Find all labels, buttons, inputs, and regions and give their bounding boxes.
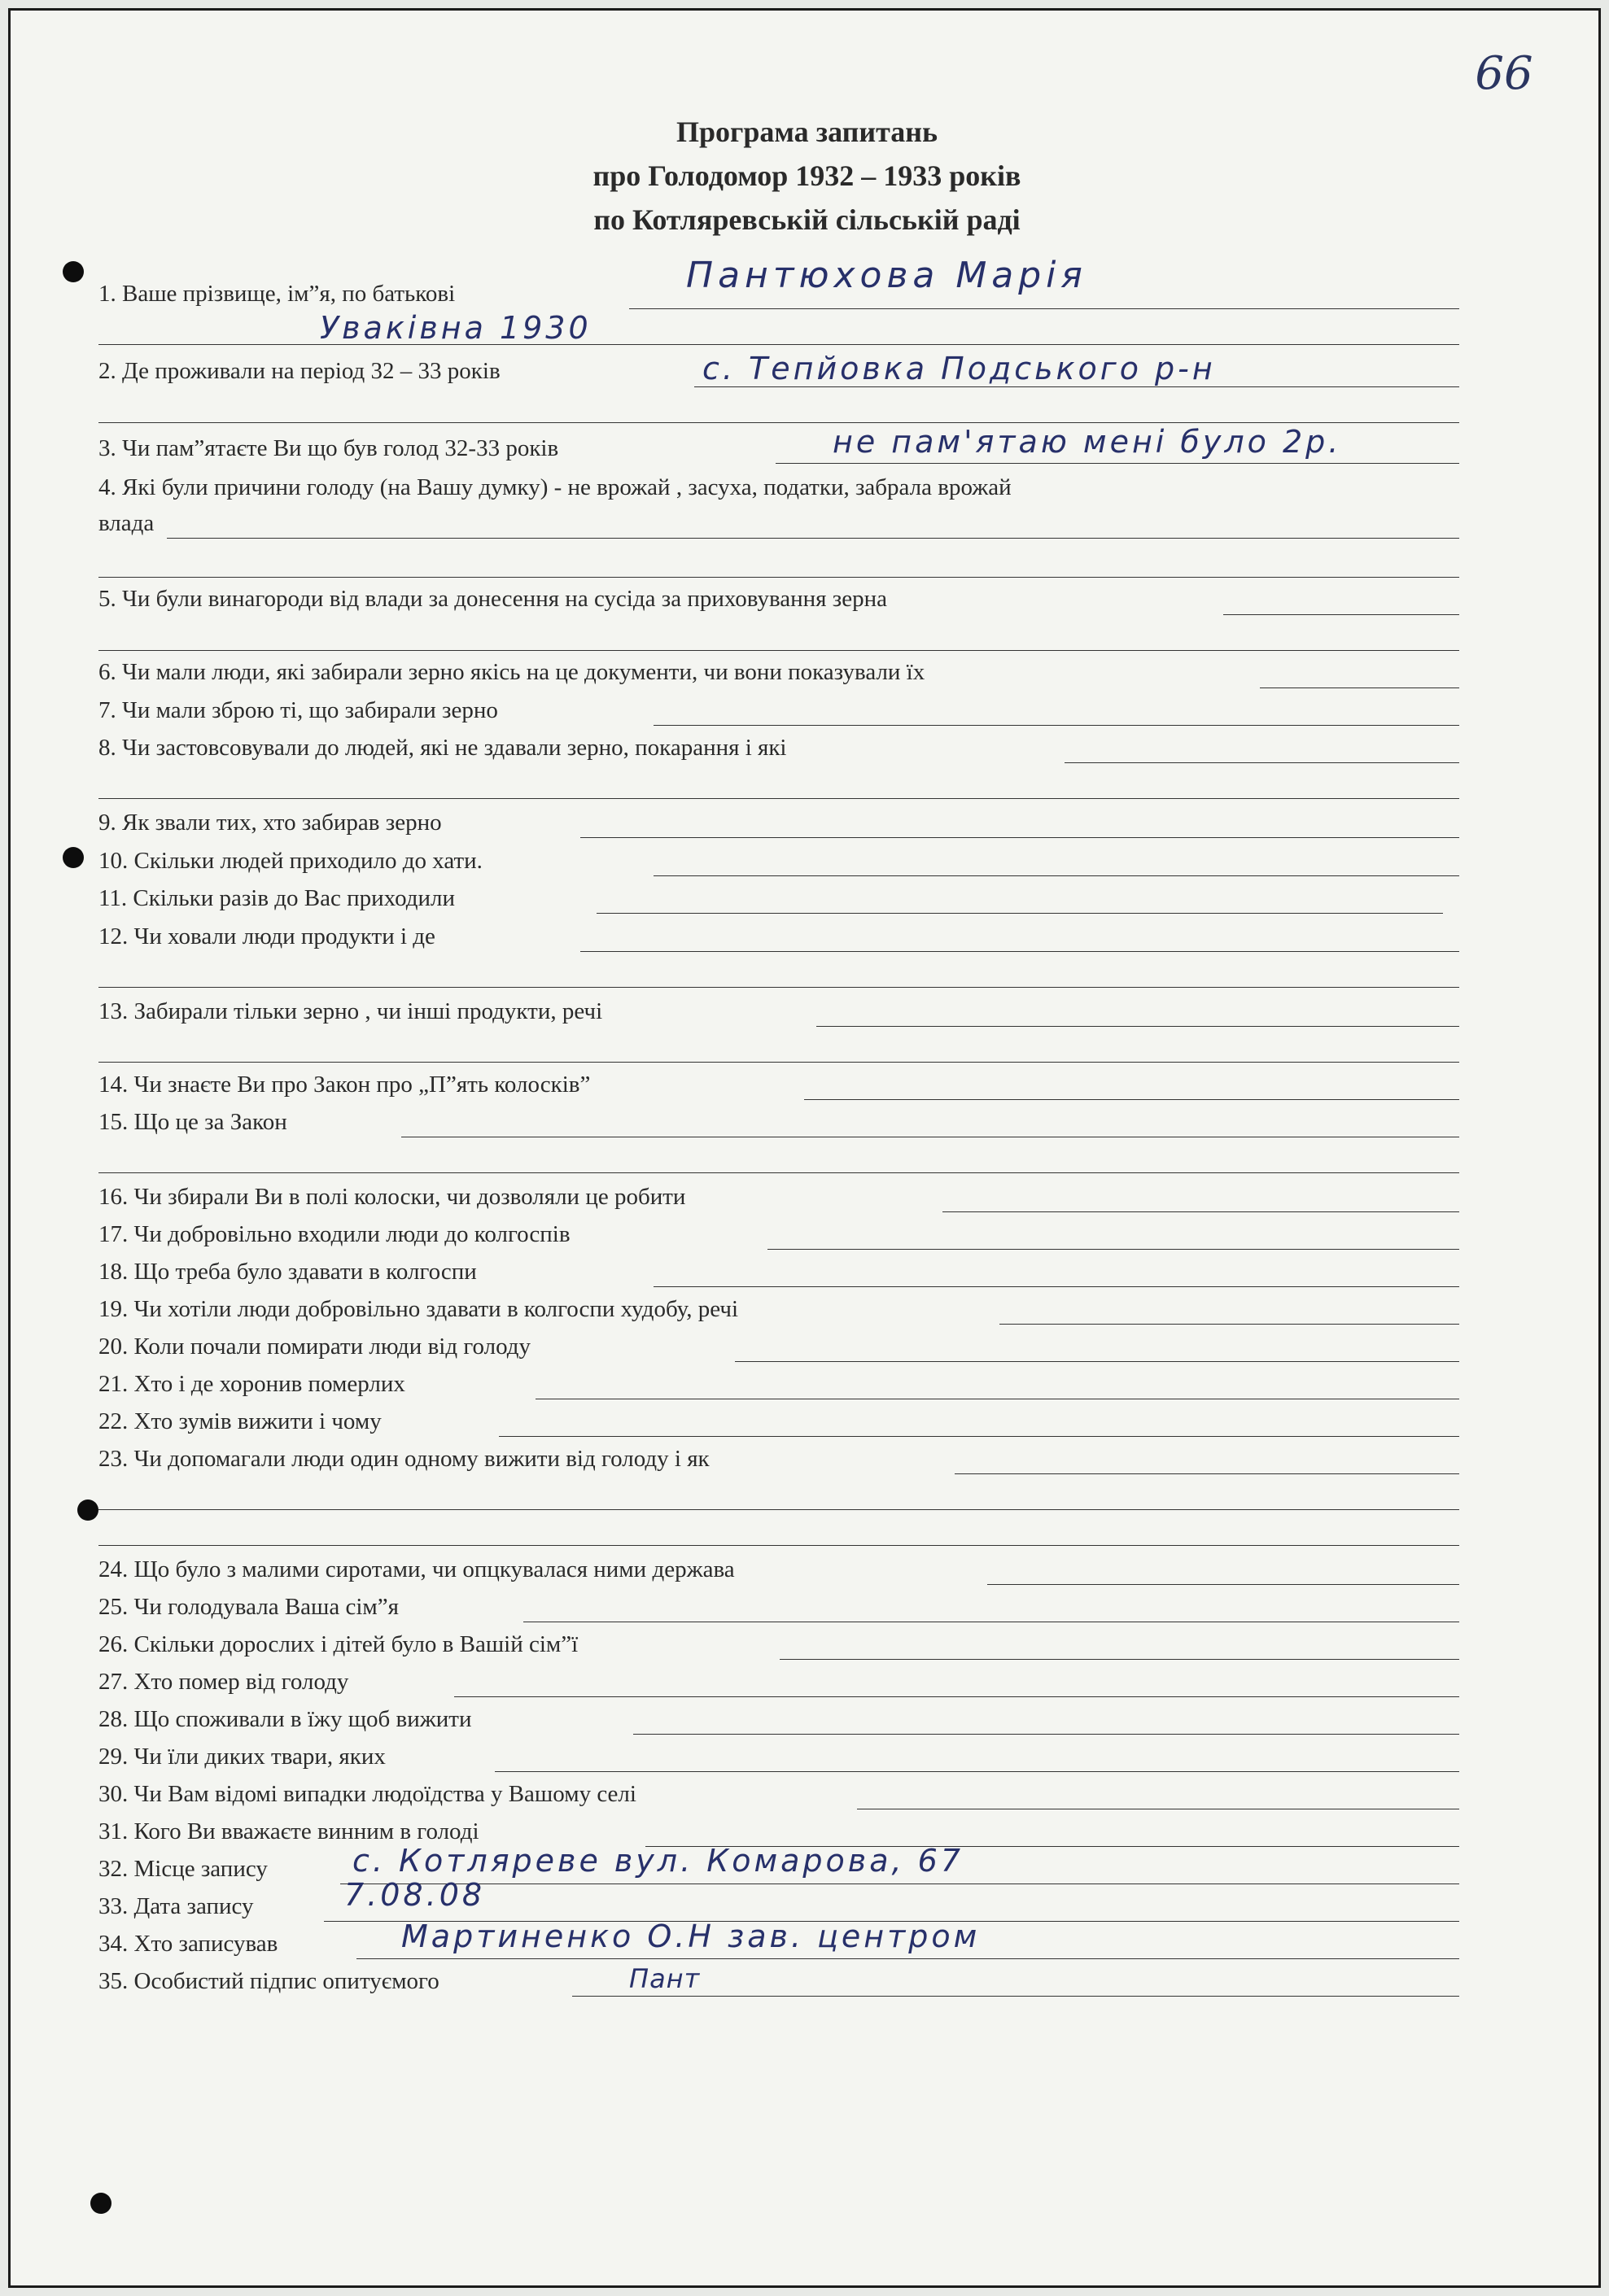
answer-line-19 (999, 1324, 1459, 1325)
answer-line-27 (454, 1696, 1459, 1697)
answer-line-24 (987, 1584, 1459, 1585)
blank-line (98, 1062, 1459, 1063)
blank-line (98, 1545, 1459, 1546)
answer-line-6 (1260, 687, 1459, 688)
question-11 (98, 884, 1459, 916)
question-text: 35. Особистий підпис опитуємого (98, 1968, 439, 1994)
blank-line (98, 344, 1459, 345)
question-21 (98, 1369, 1459, 1402)
answer-line-16 (942, 1211, 1459, 1212)
question-7 (98, 696, 1459, 728)
handwritten-answer-date: 7.08.08 (344, 1877, 486, 1913)
page-subtitle-council: по Котляревській сільській раді (593, 203, 1021, 236)
question-text: 11. Скільки разів до Вас приходили (98, 885, 456, 911)
blank-line (98, 987, 1459, 988)
question-29 (98, 1742, 1459, 1774)
answer-line-1 (629, 308, 1459, 309)
question-20 (98, 1332, 1459, 1364)
handwritten-answer-remembers: не пам'ятаю мені було 2р. (833, 424, 1342, 460)
question-text: 27. Хто помер від голоду (98, 1669, 349, 1695)
question-26 (98, 1630, 1459, 1662)
handwritten-answer-name: Пантюхова Марія (686, 255, 1087, 296)
question-16 (98, 1182, 1459, 1215)
handwritten-answer-place: с. Котляреве вул. Комарова, 67 (352, 1843, 964, 1879)
answer-line-8 (1065, 762, 1459, 763)
question-24 (98, 1555, 1459, 1587)
question-text: 30. Чи Вам відомі випадки людоїдства у Вашому селі (98, 1781, 636, 1807)
question-text: 23. Чи допомагали люди один одному вижити від голоду і як (98, 1446, 710, 1472)
question-text: 17. Чи добровільно входили люди до колгоспів (98, 1221, 571, 1247)
answer-line-9 (580, 837, 1459, 838)
page-subtitle: про Голодомор 1932 – 1933 років (592, 159, 1021, 192)
question-30 (98, 1779, 1459, 1812)
question-text: 8. Чи застовсовували до людей, які не здавали зерно, покарання і які (98, 735, 787, 761)
question-text: 1. Ваше прізвище, ім”я, по батькові (98, 281, 456, 307)
document-page (8, 8, 1601, 2288)
question-text: 2. Де проживали на період 32 – 33 років (98, 358, 501, 384)
punch-hole (90, 2193, 111, 2214)
blank-line (98, 1509, 1459, 1510)
question-text: 16. Чи збирали Ви в полі колоски, чи дозволяли це робити (98, 1184, 686, 1210)
handwritten-answer-residence: с. Тепйовка Подського р-н (702, 351, 1216, 386)
answer-line-4 (167, 538, 1459, 539)
page-number: 66 (1475, 47, 1533, 100)
handwritten-answer-recorder: Мартиненко О.Н зав. центром (401, 1918, 981, 1954)
question-14 (98, 1070, 1459, 1102)
answer-line-18 (654, 1286, 1459, 1287)
question-text: 25. Чи голодувала Ваша сім”я (98, 1594, 399, 1620)
question-27 (98, 1667, 1459, 1700)
answer-line-35 (572, 1996, 1459, 1997)
question-text: 34. Хто записував (98, 1931, 278, 1957)
blank-line (98, 798, 1459, 799)
question-22 (98, 1407, 1459, 1439)
question-13 (98, 997, 1459, 1029)
question-12 (98, 922, 1459, 954)
answer-line-28 (633, 1734, 1459, 1735)
answer-line-26 (780, 1659, 1459, 1660)
question-text: 19. Чи хотіли люди добровільно здавати в колгоспи худобу, речі (98, 1296, 739, 1322)
answer-line-23 (955, 1473, 1459, 1474)
question-text: 4. Які були причини голоду (на Вашу думку) - не врожай , засуха, податки, забрала врожай (98, 474, 1012, 500)
question-text: 15. Що це за Закон (98, 1109, 287, 1135)
question-9 (98, 808, 1459, 840)
question-8 (98, 733, 1459, 766)
question-text: 22. Хто зумів вижити і чому (98, 1408, 382, 1434)
handwritten-answer-patronymic: Уваківна 1930 (320, 310, 592, 346)
question-text: 29. Чи їли диких твари, яких (98, 1744, 386, 1770)
question-text: 33. Дата запису (98, 1893, 254, 1919)
question-23 (98, 1444, 1459, 1477)
question-28 (98, 1705, 1459, 1737)
answer-line-7 (654, 725, 1459, 726)
answer-line-10 (654, 875, 1459, 876)
question-text: 12. Чи ховали люди продукти і де (98, 923, 435, 949)
question-text: влада (98, 510, 155, 536)
punch-hole (63, 261, 84, 282)
question-35 (98, 1966, 1459, 1999)
answer-line-20 (735, 1361, 1459, 1362)
page-title: Програма запитань (676, 116, 938, 148)
question-5 (98, 584, 1459, 617)
question-6 (98, 657, 1459, 690)
question-text: 31. Кого Ви вважаєте винним в голоді (98, 1818, 479, 1844)
answer-line-11 (597, 913, 1443, 914)
question-text: 7. Чи мали зброю ті, що забирали зерно (98, 697, 498, 723)
question-25 (98, 1592, 1459, 1625)
question-text: 5. Чи були винагороди від влади за донесення на сусіда за приховування зерна (98, 586, 887, 612)
question-4-continued (98, 509, 1459, 541)
question-text: 13. Забирали тільки зерно , чи інші продукти, речі (98, 998, 603, 1024)
blank-line (98, 577, 1459, 578)
question-text: 6. Чи мали люди, які забирали зерно якісь на це документи, чи вони показували їх (98, 659, 925, 685)
answer-line-14 (804, 1099, 1459, 1100)
handwritten-signature: Пант (629, 1963, 701, 1994)
question-text: 24. Що було з малими сиротами, чи опцкувалася ними держава (98, 1556, 735, 1582)
punch-hole (77, 1499, 98, 1521)
blank-line (98, 1172, 1459, 1173)
answer-line-22 (499, 1436, 1459, 1437)
punch-hole (63, 847, 84, 868)
blank-line (98, 650, 1459, 651)
answer-line-13 (816, 1026, 1459, 1027)
question-text: 14. Чи знаєте Ви про Закон про „П”ять колосків” (98, 1072, 591, 1098)
question-text: 3. Чи пам”ятаєте Ви що був голод 32-33 років (98, 435, 559, 461)
answer-line-2 (694, 386, 1459, 387)
answer-line-29 (495, 1771, 1459, 1772)
question-text: 26. Скільки дорослих і дітей було в Вашій сім”ї (98, 1631, 579, 1657)
question-4 (98, 473, 1459, 505)
answer-line-3 (776, 463, 1459, 464)
question-text: 32. Місце запису (98, 1856, 268, 1882)
answer-line-34 (356, 1958, 1459, 1959)
question-text: 18. Що треба було здавати в колгоспи (98, 1259, 477, 1285)
question-17 (98, 1220, 1459, 1252)
question-text: 28. Що споживали в їжу щоб вижити (98, 1706, 472, 1732)
blank-line (98, 422, 1459, 423)
answer-line-5 (1223, 614, 1459, 615)
question-text: 9. Як звали тих, хто забирав зерно (98, 810, 442, 836)
question-text: 10. Скільки людей приходило до хати. (98, 848, 483, 874)
question-text: 20. Коли почали помирати люди від голоду (98, 1334, 531, 1360)
question-15 (98, 1107, 1459, 1140)
answer-line-17 (767, 1249, 1459, 1250)
question-18 (98, 1257, 1459, 1290)
answer-line-12 (580, 951, 1459, 952)
question-19 (98, 1294, 1459, 1327)
question-text: 21. Хто і де хоронив померлих (98, 1371, 405, 1397)
question-10 (98, 846, 1459, 879)
